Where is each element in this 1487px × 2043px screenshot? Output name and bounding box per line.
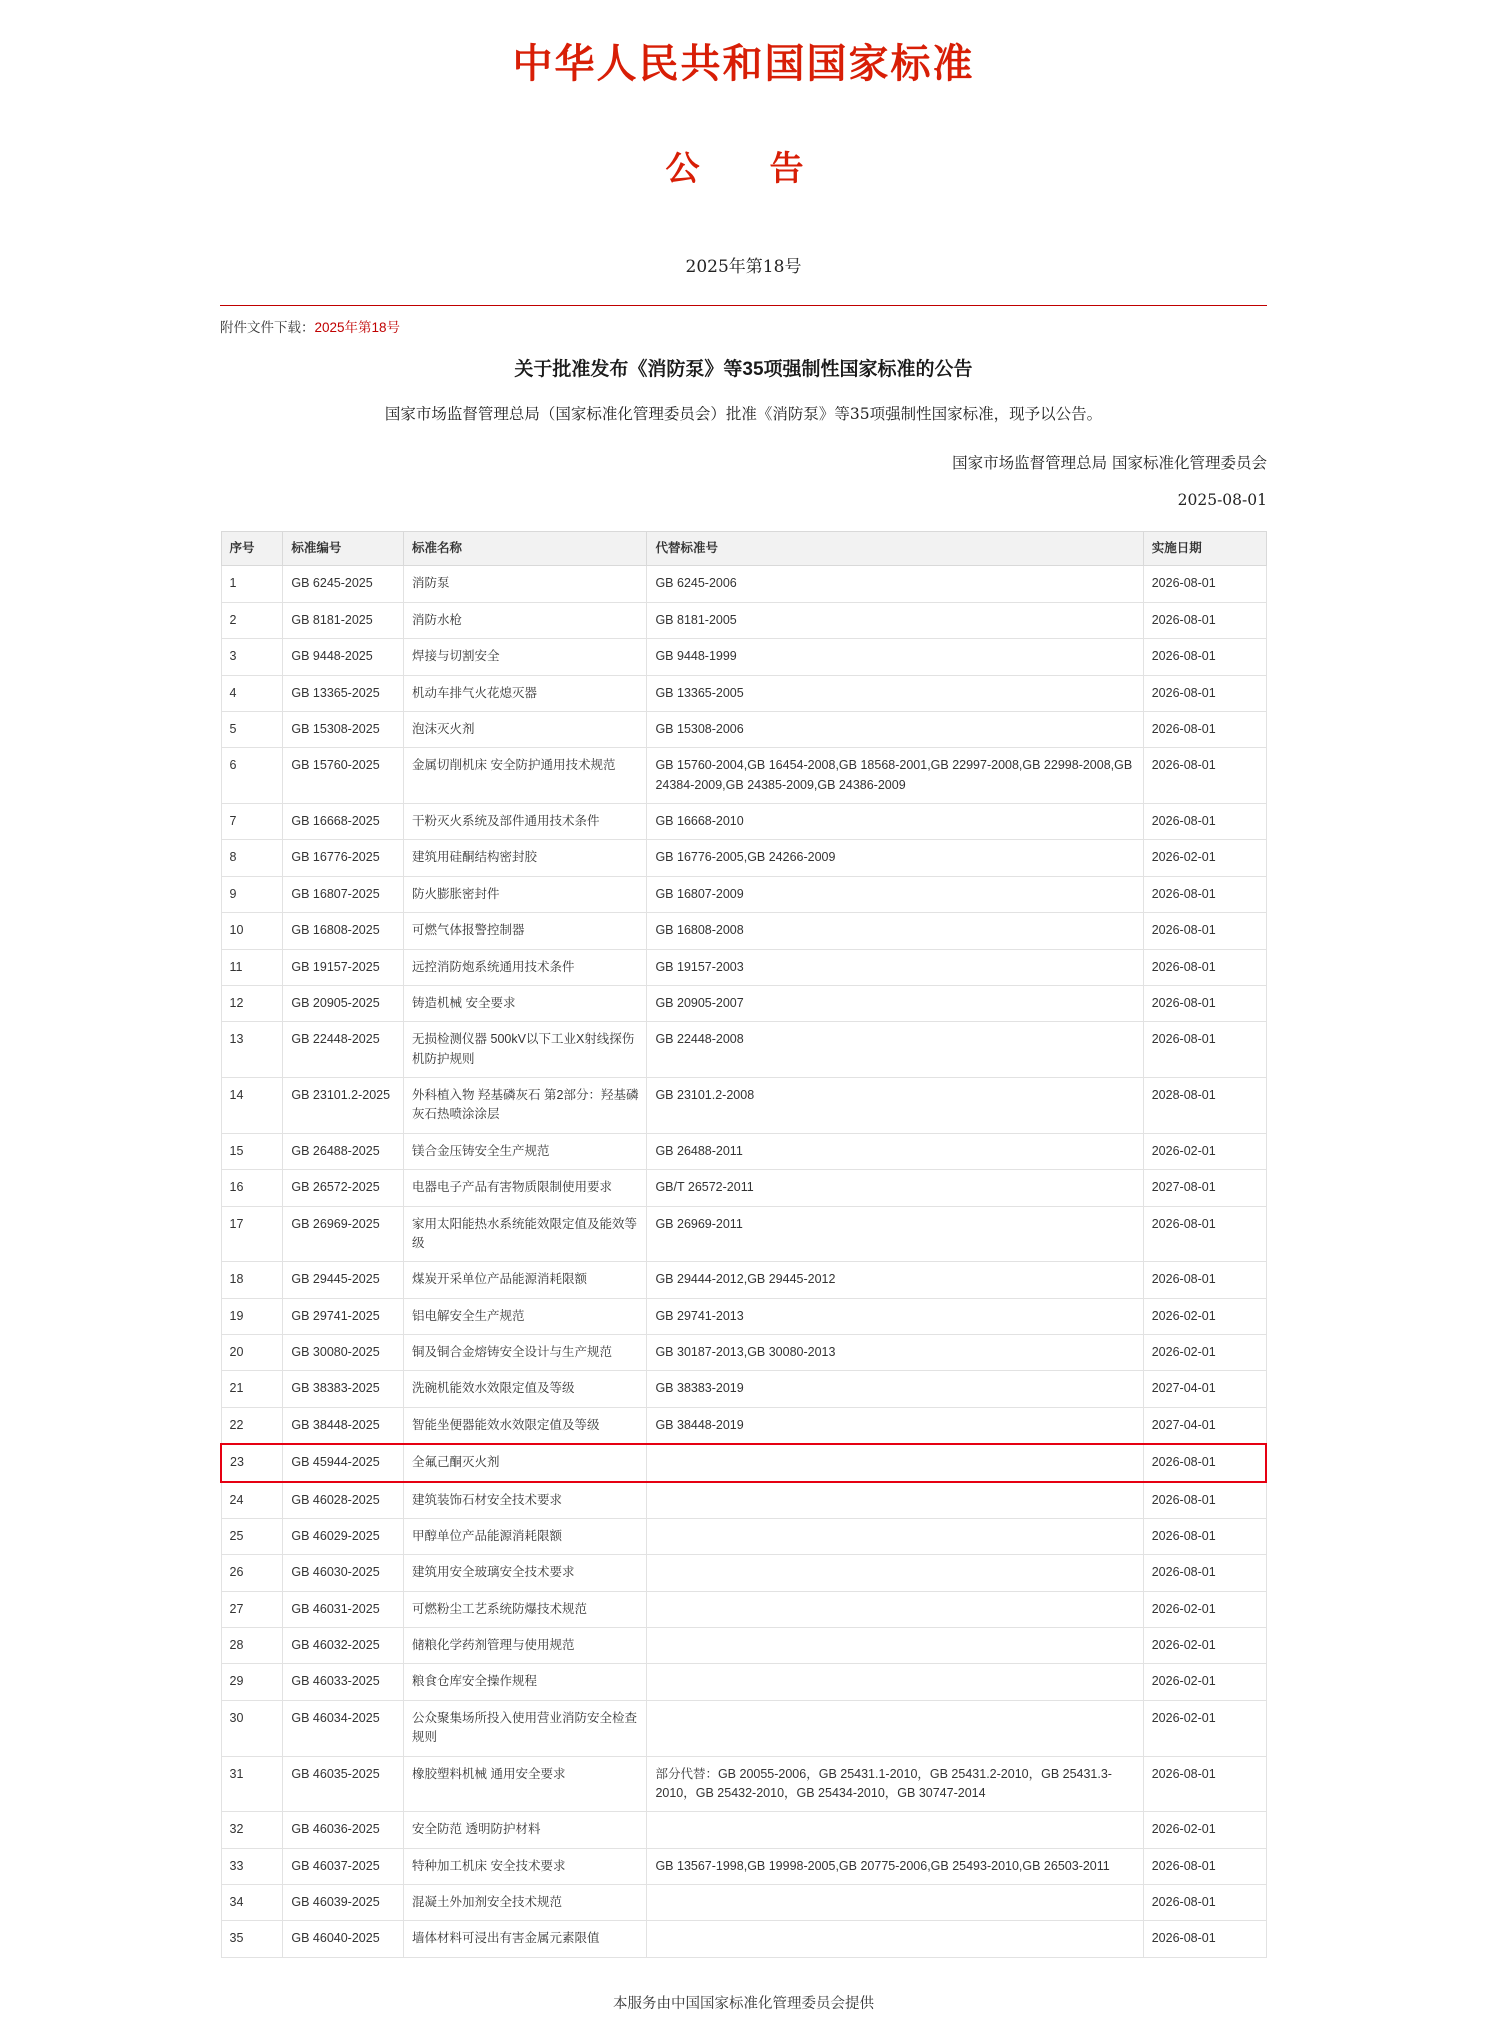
cell-name[interactable]: 混凝土外加剂安全技术规范 xyxy=(404,1885,647,1921)
cell-date: 2026-08-01 xyxy=(1143,711,1266,747)
cell-date: 2026-08-01 xyxy=(1143,639,1266,675)
cell-date: 2026-08-01 xyxy=(1143,1885,1266,1921)
cell-replaced: GB 38448-2019 xyxy=(647,1407,1143,1444)
cell-replaced xyxy=(647,1885,1143,1921)
cell-name[interactable]: 安全防范 透明防护材料 xyxy=(404,1812,647,1848)
cell-code: GB 46040-2025 xyxy=(283,1921,404,1957)
table-row xyxy=(221,804,1266,840)
cell-replaced: GB 16668-2010 xyxy=(647,804,1143,840)
cell-replaced: GB 20905-2007 xyxy=(647,985,1143,1021)
column-header-replaced: 代替标准号 xyxy=(647,531,1143,566)
table-row xyxy=(221,1022,1266,1078)
table-row xyxy=(221,1444,1266,1481)
table-row xyxy=(221,1518,1266,1554)
cell-name[interactable]: 铝电解安全生产规范 xyxy=(404,1298,647,1334)
column-header-code: 标准编号 xyxy=(283,531,404,566)
cell-no: 19 xyxy=(221,1298,283,1334)
cell-date: 2026-08-01 xyxy=(1143,1444,1266,1481)
table-row xyxy=(221,748,1266,804)
cell-code: GB 45944-2025 xyxy=(283,1444,404,1481)
cell-no: 10 xyxy=(221,913,283,949)
cell-code: GB 46033-2025 xyxy=(283,1664,404,1700)
cell-no: 33 xyxy=(221,1848,283,1884)
table-row xyxy=(221,1078,1266,1134)
announcement-title: 关于批准发布《消防泵》等35项强制性国家标准的公告 xyxy=(514,359,973,380)
table-row xyxy=(221,1628,1266,1664)
cell-code: GB 46034-2025 xyxy=(283,1700,404,1756)
cell-replaced: GB 8181-2005 xyxy=(647,602,1143,638)
cell-no: 9 xyxy=(221,876,283,912)
cell-no: 30 xyxy=(221,1700,283,1756)
cell-no: 2 xyxy=(221,602,283,638)
cell-no: 8 xyxy=(221,840,283,876)
announcement-signer: 国家市场监督管理总局 国家标准化管理委员会 xyxy=(952,453,1267,472)
standards-table xyxy=(220,531,1267,1958)
cell-date: 2026-02-01 xyxy=(1143,1628,1266,1664)
cell-name[interactable]: 可燃气体报警控制器 xyxy=(404,913,647,949)
cell-replaced xyxy=(647,1921,1143,1957)
cell-code: GB 46037-2025 xyxy=(283,1848,404,1884)
cell-name[interactable]: 外科植入物 羟基磷灰石 第2部分：羟基磷灰石热喷涂涂层 xyxy=(404,1078,647,1134)
cell-no: 20 xyxy=(221,1335,283,1371)
table-row xyxy=(221,1885,1266,1921)
cell-date: 2026-08-01 xyxy=(1143,1518,1266,1554)
cell-code: GB 46032-2025 xyxy=(283,1628,404,1664)
cell-code: GB 16668-2025 xyxy=(283,804,404,840)
table-row xyxy=(221,1848,1266,1884)
cell-code: GB 38383-2025 xyxy=(283,1371,404,1407)
cell-code: GB 26572-2025 xyxy=(283,1170,404,1206)
table-row xyxy=(221,1921,1266,1957)
cell-date: 2026-08-01 xyxy=(1143,1848,1266,1884)
cell-date: 2026-08-01 xyxy=(1143,804,1266,840)
cell-code: GB 13365-2025 xyxy=(283,675,404,711)
cell-no: 5 xyxy=(221,711,283,747)
table-row xyxy=(221,1700,1266,1756)
cell-no: 25 xyxy=(221,1518,283,1554)
table-row xyxy=(221,1555,1266,1591)
cell-no: 13 xyxy=(221,1022,283,1078)
page-subtitle: 公 告 xyxy=(665,149,822,189)
table-row xyxy=(221,1664,1266,1700)
cell-name[interactable]: 煤炭开采单位产品能源消耗限额 xyxy=(404,1262,647,1298)
cell-name[interactable]: 机动车排气火花熄灭器 xyxy=(404,675,647,711)
cell-date: 2026-08-01 xyxy=(1143,1482,1266,1519)
table-row xyxy=(221,1591,1266,1627)
cell-name[interactable]: 建筑用硅酮结构密封胶 xyxy=(404,840,647,876)
cell-name[interactable]: 消防泵 xyxy=(404,566,647,602)
cell-date: 2026-08-01 xyxy=(1143,675,1266,711)
cell-no: 29 xyxy=(221,1664,283,1700)
cell-name[interactable]: 储粮化学药剂管理与使用规范 xyxy=(404,1628,647,1664)
cell-date: 2026-08-01 xyxy=(1143,1756,1266,1812)
cell-name[interactable]: 无损检测仪器 500kV以下工业X射线探伤机防护规则 xyxy=(404,1022,647,1078)
cell-no: 22 xyxy=(221,1407,283,1444)
cell-no: 11 xyxy=(221,949,283,985)
cell-no: 21 xyxy=(221,1371,283,1407)
cell-no: 3 xyxy=(221,639,283,675)
table-row xyxy=(221,1262,1266,1298)
cell-name[interactable]: 家用太阳能热水系统能效限定值及能效等级 xyxy=(404,1206,647,1262)
cell-replaced: GB 9448-1999 xyxy=(647,639,1143,675)
cell-date: 2027-08-01 xyxy=(1143,1170,1266,1206)
cell-code: GB 23101.2-2025 xyxy=(283,1078,404,1134)
table-row xyxy=(221,913,1266,949)
cell-code: GB 9448-2025 xyxy=(283,639,404,675)
cell-name[interactable]: 特种加工机床 安全技术要求 xyxy=(404,1848,647,1884)
cell-name[interactable]: 防火膨胀密封件 xyxy=(404,876,647,912)
cell-name[interactable]: 金属切削机床 安全防护通用技术规范 xyxy=(404,748,647,804)
cell-replaced: GB 30187-2013,GB 30080-2013 xyxy=(647,1335,1143,1371)
table-row xyxy=(221,985,1266,1021)
table-row xyxy=(221,1756,1266,1812)
cell-no: 12 xyxy=(221,985,283,1021)
cell-name[interactable]: 智能坐便器能效水效限定值及等级 xyxy=(404,1407,647,1444)
cell-date: 2026-02-01 xyxy=(1143,840,1266,876)
cell-code: GB 19157-2025 xyxy=(283,949,404,985)
table-row xyxy=(221,1133,1266,1169)
cell-date: 2026-02-01 xyxy=(1143,1700,1266,1756)
cell-replaced xyxy=(647,1628,1143,1664)
cell-name[interactable]: 远控消防炮系统通用技术条件 xyxy=(404,949,647,985)
table-body xyxy=(221,566,1266,1957)
cell-name[interactable]: 铸造机械 安全要求 xyxy=(404,985,647,1021)
cell-code: GB 8181-2025 xyxy=(283,602,404,638)
attachment-label: 附件文件下载： xyxy=(220,320,315,335)
column-header-name: 标准名称 xyxy=(404,531,647,566)
cell-date: 2026-08-01 xyxy=(1143,748,1266,804)
table-row xyxy=(221,1812,1266,1848)
cell-date: 2026-08-01 xyxy=(1143,1555,1266,1591)
table-row xyxy=(221,840,1266,876)
cell-replaced: GB 15308-2006 xyxy=(647,711,1143,747)
cell-date: 2026-08-01 xyxy=(1143,1262,1266,1298)
announcement-date: 2025-08-01 xyxy=(1177,490,1267,509)
cell-date: 2026-08-01 xyxy=(1143,1206,1266,1262)
cell-name[interactable]: 粮食仓库安全操作规程 xyxy=(404,1664,647,1700)
cell-name[interactable]: 焊接与切割安全 xyxy=(404,639,647,675)
cell-date: 2026-08-01 xyxy=(1143,602,1266,638)
cell-no: 27 xyxy=(221,1591,283,1627)
cell-name[interactable]: 泡沫灭火剂 xyxy=(404,711,647,747)
cell-replaced xyxy=(647,1444,1143,1481)
cell-replaced xyxy=(647,1700,1143,1756)
column-header-date: 实施日期 xyxy=(1143,531,1266,566)
cell-replaced xyxy=(647,1482,1143,1519)
cell-code: GB 22448-2025 xyxy=(283,1022,404,1078)
cell-no: 23 xyxy=(221,1444,283,1481)
cell-code: GB 46036-2025 xyxy=(283,1812,404,1848)
table-row xyxy=(221,1482,1266,1519)
cell-replaced: GB 19157-2003 xyxy=(647,949,1143,985)
cell-name[interactable]: 可燃粉尘工艺系统防爆技术规范 xyxy=(404,1591,647,1627)
table-row xyxy=(221,1335,1266,1371)
cell-replaced: GB 23101.2-2008 xyxy=(647,1078,1143,1134)
cell-no: 26 xyxy=(221,1555,283,1591)
table-row xyxy=(221,1170,1266,1206)
cell-replaced: GB 16807-2009 xyxy=(647,876,1143,912)
cell-replaced: GB 29444-2012,GB 29445-2012 xyxy=(647,1262,1143,1298)
cell-date: 2026-02-01 xyxy=(1143,1664,1266,1700)
cell-code: GB 29445-2025 xyxy=(283,1262,404,1298)
cell-name[interactable]: 洗碗机能效水效限定值及等级 xyxy=(404,1371,647,1407)
cell-no: 28 xyxy=(221,1628,283,1664)
cell-code: GB 38448-2025 xyxy=(283,1407,404,1444)
cell-replaced: GB 6245-2006 xyxy=(647,566,1143,602)
cell-no: 32 xyxy=(221,1812,283,1848)
cell-replaced: GB 38383-2019 xyxy=(647,1371,1143,1407)
cell-date: 2026-02-01 xyxy=(1143,1812,1266,1848)
cell-date: 2026-08-01 xyxy=(1143,876,1266,912)
cell-replaced: GB/T 26572-2011 xyxy=(647,1170,1143,1206)
attachment-download-link[interactable]: 2025年第18号 xyxy=(314,320,401,335)
cell-date: 2026-08-01 xyxy=(1143,566,1266,602)
cell-no: 15 xyxy=(221,1133,283,1169)
footer-note: 本服务由中国国家标准化管理委员会提供 xyxy=(613,1995,874,2012)
table-header xyxy=(221,531,1266,566)
cell-code: GB 29741-2025 xyxy=(283,1298,404,1334)
cell-date: 2026-02-01 xyxy=(1143,1133,1266,1169)
cell-no: 1 xyxy=(221,566,283,602)
cell-replaced: GB 16808-2008 xyxy=(647,913,1143,949)
issue-number: 2025年第18号 xyxy=(685,257,802,277)
cell-date: 2027-04-01 xyxy=(1143,1407,1266,1444)
cell-no: 34 xyxy=(221,1885,283,1921)
cell-date: 2026-08-01 xyxy=(1143,1921,1266,1957)
cell-replaced: GB 26969-2011 xyxy=(647,1206,1143,1262)
cell-name[interactable]: 干粉灭火系统及部件通用技术条件 xyxy=(404,804,647,840)
cell-code: GB 15308-2025 xyxy=(283,711,404,747)
cell-replaced: GB 15760-2004,GB 16454-2008,GB 18568-2001,GB 22997-2008,GB 22998-2008,GB 24384-2009,GB 24385-2009,GB 24386-2009 xyxy=(647,748,1143,804)
cell-replaced: GB 16776-2005,GB 24266-2009 xyxy=(647,840,1143,876)
cell-no: 16 xyxy=(221,1170,283,1206)
cell-no: 18 xyxy=(221,1262,283,1298)
cell-code: GB 20905-2025 xyxy=(283,985,404,1021)
table-row xyxy=(221,711,1266,747)
cell-name[interactable]: 公众聚集场所投入使用营业消防安全检查规则 xyxy=(404,1700,647,1756)
table-row xyxy=(221,1407,1266,1444)
cell-replaced: GB 26488-2011 xyxy=(647,1133,1143,1169)
table-row xyxy=(221,876,1266,912)
table-row xyxy=(221,1371,1266,1407)
cell-date: 2026-02-01 xyxy=(1143,1591,1266,1627)
cell-name[interactable]: 甲醇单位产品能源消耗限额 xyxy=(404,1518,647,1554)
cell-no: 31 xyxy=(221,1756,283,1812)
cell-replaced xyxy=(647,1518,1143,1554)
cell-no: 17 xyxy=(221,1206,283,1262)
cell-name[interactable]: 全氟己酮灭火剂 xyxy=(404,1444,647,1481)
cell-name[interactable]: 建筑装饰石材安全技术要求 xyxy=(404,1482,647,1519)
cell-replaced: GB 13365-2005 xyxy=(647,675,1143,711)
column-header-no: 序号 xyxy=(221,531,283,566)
cell-no: 6 xyxy=(221,748,283,804)
table-row xyxy=(221,1206,1266,1262)
cell-name[interactable]: 消防水枪 xyxy=(404,602,647,638)
cell-date: 2028-08-01 xyxy=(1143,1078,1266,1134)
cell-code: GB 16808-2025 xyxy=(283,913,404,949)
cell-no: 14 xyxy=(221,1078,283,1134)
cell-date: 2026-08-01 xyxy=(1143,913,1266,949)
cell-name[interactable]: 橡胶塑料机械 通用安全要求 xyxy=(404,1756,647,1812)
cell-no: 35 xyxy=(221,1921,283,1957)
table-header-row xyxy=(221,531,1266,566)
cell-name[interactable]: 镁合金压铸安全生产规范 xyxy=(404,1133,647,1169)
table-row xyxy=(221,639,1266,675)
page-title: 中华人民共和国国家标准 xyxy=(512,40,975,87)
table-row xyxy=(221,602,1266,638)
cell-replaced: GB 22448-2008 xyxy=(647,1022,1143,1078)
cell-no: 24 xyxy=(221,1482,283,1519)
cell-date: 2027-04-01 xyxy=(1143,1371,1266,1407)
cell-name[interactable]: 铜及铜合金熔铸安全设计与生产规范 xyxy=(404,1335,647,1371)
cell-code: GB 26969-2025 xyxy=(283,1206,404,1262)
cell-code: GB 30080-2025 xyxy=(283,1335,404,1371)
cell-date: 2026-02-01 xyxy=(1143,1335,1266,1371)
cell-no: 7 xyxy=(221,804,283,840)
cell-name[interactable]: 墙体材料可浸出有害金属元素限值 xyxy=(404,1921,647,1957)
cell-code: GB 15760-2025 xyxy=(283,748,404,804)
table-row xyxy=(221,675,1266,711)
cell-code: GB 46031-2025 xyxy=(283,1591,404,1627)
cell-code: GB 16807-2025 xyxy=(283,876,404,912)
cell-name[interactable]: 建筑用安全玻璃安全技术要求 xyxy=(404,1555,647,1591)
cell-replaced: GB 13567-1998,GB 19998-2005,GB 20775-2006,GB 25493-2010,GB 26503-2011 xyxy=(647,1848,1143,1884)
cell-date: 2026-08-01 xyxy=(1143,949,1266,985)
announcement-body: 国家市场监督管理总局（国家标准化管理委员会）批准《消防泵》等35项强制性国家标准，现予以公告。 xyxy=(384,405,1103,423)
cell-code: GB 26488-2025 xyxy=(283,1133,404,1169)
cell-date: 2026-08-01 xyxy=(1143,1022,1266,1078)
cell-replaced xyxy=(647,1591,1143,1627)
cell-code: GB 46030-2025 xyxy=(283,1555,404,1591)
table-row xyxy=(221,1298,1266,1334)
cell-code: GB 16776-2025 xyxy=(283,840,404,876)
cell-code: GB 46039-2025 xyxy=(283,1885,404,1921)
attachment-line xyxy=(220,316,1267,336)
cell-date: 2026-08-01 xyxy=(1143,985,1266,1021)
cell-no: 4 xyxy=(221,675,283,711)
table-row xyxy=(221,949,1266,985)
cell-date: 2026-02-01 xyxy=(1143,1298,1266,1334)
cell-code: GB 6245-2025 xyxy=(283,566,404,602)
cell-replaced xyxy=(647,1812,1143,1848)
cell-replaced: 部分代替：GB 20055-2006，GB 25431.1-2010，GB 25431.2-2010，GB 25431.3-2010，GB 25432-2010，GB 25434-2010，GB 30747-2014 xyxy=(647,1756,1143,1812)
cell-replaced xyxy=(647,1664,1143,1700)
cell-code: GB 46035-2025 xyxy=(283,1756,404,1812)
divider xyxy=(220,305,1267,306)
table-row xyxy=(221,566,1266,602)
cell-code: GB 46029-2025 xyxy=(283,1518,404,1554)
cell-code: GB 46028-2025 xyxy=(283,1482,404,1519)
cell-replaced: GB 29741-2013 xyxy=(647,1298,1143,1334)
cell-replaced xyxy=(647,1555,1143,1591)
cell-name[interactable]: 电器电子产品有害物质限制使用要求 xyxy=(404,1170,647,1206)
